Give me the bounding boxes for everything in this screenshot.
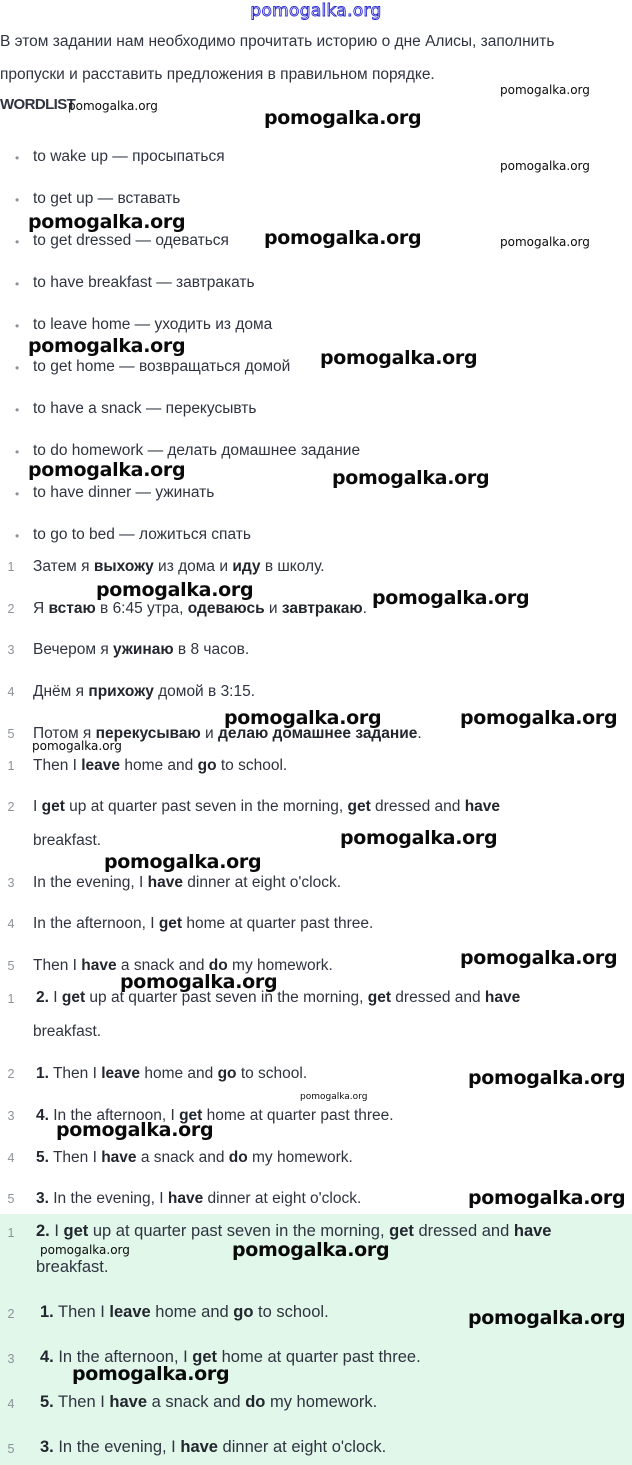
- list-item: 2. I get up at quarter past seven in the morning, get dressed and have: [36, 1222, 552, 1240]
- item-number: 1: [7, 560, 15, 574]
- watermark: pomogalka.org: [468, 1307, 626, 1329]
- item-number: 1: [7, 1226, 15, 1240]
- watermark: pomogalka.org: [40, 1243, 130, 1257]
- site-title[interactable]: pomogalka.org: [250, 1, 382, 21]
- watermark: pomogalka.org: [332, 467, 490, 489]
- item-number: 5: [7, 1442, 15, 1456]
- watermark: pomogalka.org: [28, 211, 186, 233]
- item-number: 4: [7, 1397, 15, 1411]
- bullet-icon: •: [15, 529, 20, 543]
- item-number: 1: [7, 759, 15, 773]
- item-number: 1: [7, 992, 15, 1006]
- watermark: pomogalka.org: [96, 579, 254, 601]
- watermark: pomogalka.org: [32, 739, 122, 753]
- item-number: 2: [7, 1067, 15, 1081]
- list-item: 4. In the afternoon, I get home at quarter past three.: [36, 1107, 394, 1124]
- watermark: pomogalka.org: [120, 971, 278, 993]
- watermark: pomogalka.org: [460, 947, 618, 969]
- watermark: pomogalka.org: [468, 1187, 626, 1209]
- list-item: Then I have a snack and do my homework.: [33, 957, 333, 974]
- bullet-icon: •: [15, 151, 20, 165]
- list-item: to get up — вставать: [33, 190, 181, 207]
- item-number: 2: [7, 800, 15, 814]
- item-number: 5: [7, 727, 15, 741]
- list-item: Я встаю в 6:45 утра, одеваюсь и завтракаю.: [33, 600, 367, 617]
- intro-line-1: В этом задании нам необходимо прочитать историю о дне Алисы, заполнить: [0, 33, 555, 50]
- list-item: In the afternoon, I get home at quarter past three.: [33, 915, 374, 932]
- list-item: 3. In the evening, I have dinner at eight o'clock.: [36, 1190, 362, 1207]
- intro-line-2: пропуски и расставить предложения в правильном порядке.: [0, 66, 435, 83]
- list-item: to get dressed — одеваться: [33, 232, 229, 249]
- watermark: pomogalka.org: [500, 235, 590, 249]
- list-item: to have a snack — перекусывть: [33, 400, 257, 417]
- list-item: to go to bed — ложиться спать: [33, 526, 251, 543]
- list-item: to wake up — просыпаться: [33, 148, 225, 165]
- watermark: pomogalka.org: [232, 1239, 390, 1261]
- watermark: pomogalka.org: [372, 587, 530, 609]
- list-item: I get up at quarter past seven in the morning, get dressed and have: [33, 798, 501, 815]
- watermark: pomogalka.org: [68, 99, 158, 113]
- item-number: 4: [7, 1151, 15, 1165]
- bullet-icon: •: [15, 445, 20, 459]
- bullet-icon: •: [15, 235, 20, 249]
- list-item-continuation: breakfast.: [33, 1023, 102, 1040]
- watermark: pomogalka.org: [460, 707, 618, 729]
- item-number: 3: [7, 1352, 15, 1366]
- list-item: to do homework — делать домашнее задание: [33, 442, 361, 459]
- list-item: Днём я прихожу домой в 3:15.: [33, 683, 256, 700]
- bullet-icon: •: [15, 277, 20, 291]
- watermark: pomogalka.org: [224, 707, 382, 729]
- bullet-icon: •: [15, 319, 20, 333]
- item-number: 5: [7, 959, 15, 973]
- list-item: to have breakfast — завтракать: [33, 274, 255, 291]
- watermark: pomogalka.org: [500, 83, 590, 97]
- watermark: pomogalka.org: [320, 347, 478, 369]
- watermark: pomogalka.org: [264, 227, 422, 249]
- list-item: Вечером я ужинаю в 8 часов.: [33, 641, 250, 658]
- watermark: pomogalka.org: [264, 107, 422, 129]
- item-number: 3: [7, 643, 15, 657]
- watermark: pomogalka.org: [56, 1119, 214, 1141]
- watermark: pomogalka.org: [72, 1363, 230, 1385]
- bullet-icon: •: [15, 487, 20, 501]
- list-item: Потом я перекусываю и делаю домашнее задание.: [33, 725, 422, 742]
- list-item: Then I leave home and go to school.: [33, 757, 288, 774]
- watermark: pomogalka.org: [28, 335, 186, 357]
- list-item: 2. I get up at quarter past seven in the morning, get dressed and have: [36, 989, 521, 1006]
- list-item: to have dinner — ужинать: [33, 484, 215, 501]
- wordlist-heading: WORDLIST: [0, 96, 76, 113]
- item-number: 2: [7, 1307, 15, 1321]
- list-item: 5. Then I have a snack and do my homework.: [40, 1393, 378, 1411]
- item-number: 4: [7, 917, 15, 931]
- list-item-continuation: breakfast.: [33, 832, 102, 849]
- item-number: 4: [7, 685, 15, 699]
- list-item: In the evening, I have dinner at eight o'clock.: [33, 874, 342, 891]
- list-item: 5. Then I have a snack and do my homework.: [36, 1149, 353, 1166]
- watermark: pomogalka.org: [468, 1067, 626, 1089]
- list-item: 1. Then I leave home and go to school.: [36, 1065, 308, 1082]
- bullet-icon: •: [15, 403, 20, 417]
- item-number: 3: [7, 1109, 15, 1123]
- watermark: pomogalka.org: [28, 459, 186, 481]
- item-number: 2: [7, 602, 15, 616]
- bullet-icon: •: [15, 361, 20, 375]
- list-item: 1. Then I leave home and go to school.: [40, 1303, 329, 1321]
- bullet-icon: •: [15, 193, 20, 207]
- list-item: to leave home — уходить из дома: [33, 316, 273, 333]
- item-number: 3: [7, 876, 15, 890]
- list-item: 3. In the evening, I have dinner at eight o'clock.: [40, 1438, 387, 1456]
- watermark: pomogalka.org: [340, 827, 498, 849]
- list-item: Затем я выхожу из дома и иду в школу.: [33, 558, 325, 575]
- watermark: pomogalka.org: [500, 159, 590, 173]
- list-item: 4. In the afternoon, I get home at quarter past three.: [40, 1348, 421, 1366]
- watermark: pomogalka.org: [300, 1092, 368, 1102]
- watermark: pomogalka.org: [104, 851, 262, 873]
- list-item: to get home — возвращаться домой: [33, 358, 291, 375]
- list-item-continuation: breakfast.: [36, 1258, 109, 1276]
- item-number: 5: [7, 1192, 15, 1206]
